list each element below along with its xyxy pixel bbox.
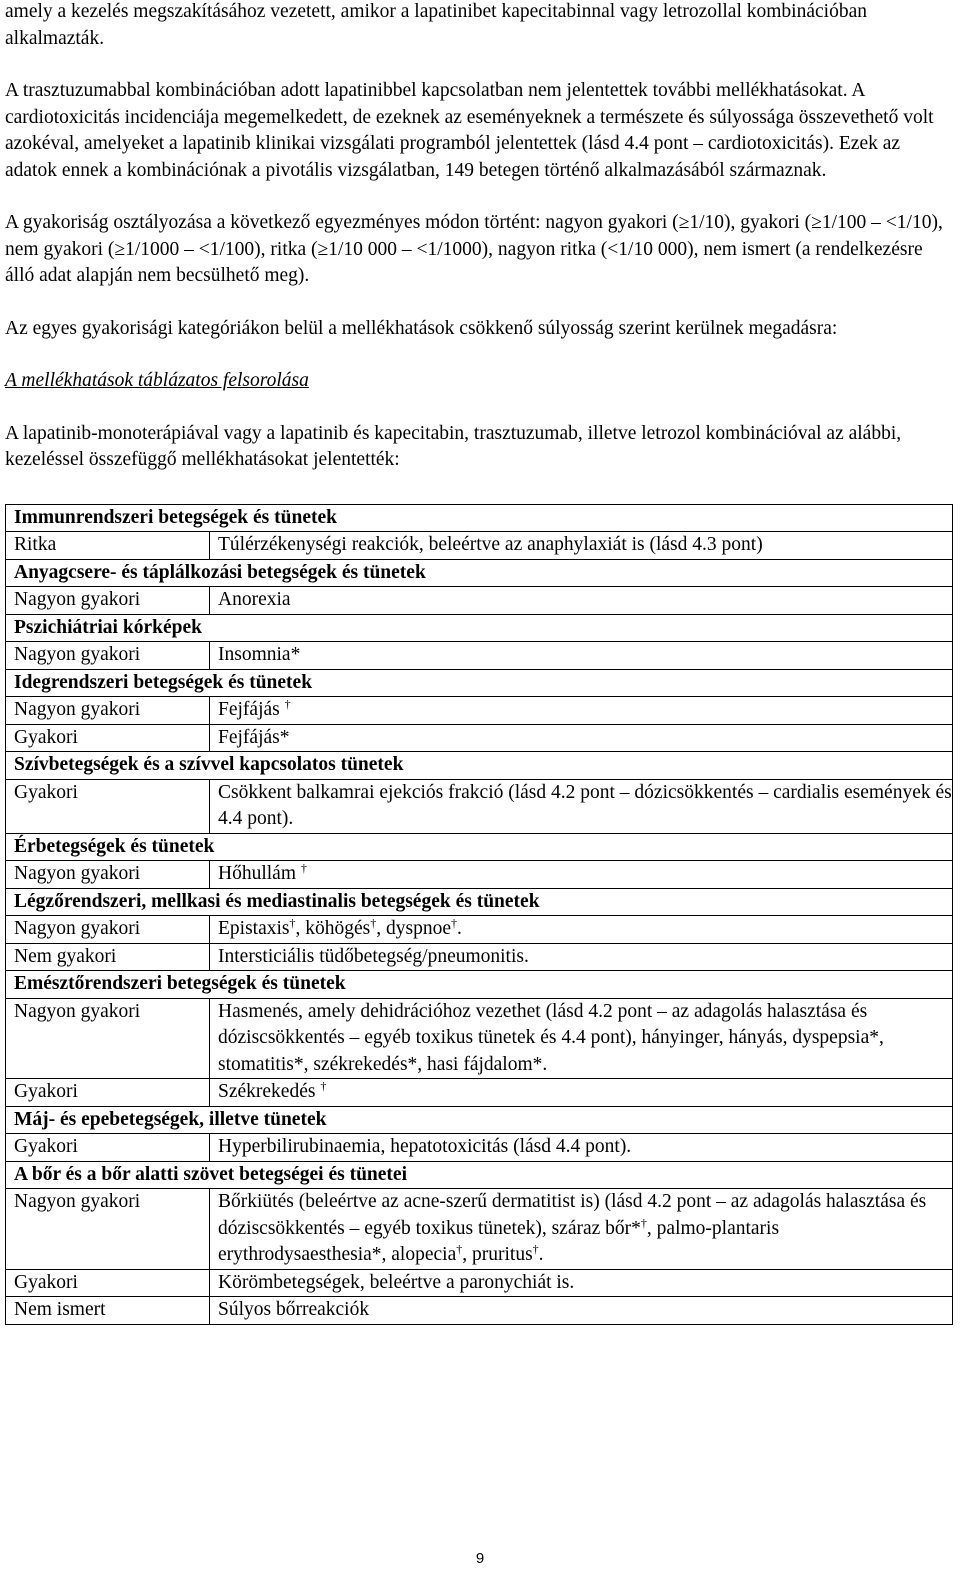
soc-heading: Érbetegségek és tünetek: [6, 833, 953, 861]
frequency-cell: Gyakori: [6, 1079, 210, 1107]
table-row: [6, 1297, 953, 1325]
reaction-text: , pruritus: [462, 1244, 533, 1265]
dagger-mark: †: [532, 1242, 539, 1256]
table-row: [6, 1161, 953, 1189]
frequency-cell: Gyakori: [6, 1134, 210, 1162]
soc-heading: Légzőrendszeri, mellkasi és mediastinalis betegségek és tünetek: [6, 888, 953, 916]
reaction-text: .: [538, 1244, 544, 1265]
paragraph-1: amely a kezelés megszakításához vezetett, amikor a lapatinibet kapecitabinnal vagy letrozollal kombinációban alkalmazták.: [5, 1, 867, 49]
soc-heading: Idegrendszeri betegségek és tünetek: [6, 669, 953, 697]
dagger-mark: †: [456, 1242, 463, 1256]
table-row: [6, 752, 953, 780]
soc-heading: Anyagcsere- és táplálkozási betegségek és tünetek: [6, 559, 953, 587]
reaction-text: Hőhullám: [218, 863, 296, 884]
reaction-cell: [210, 916, 953, 944]
paragraph-2: A trasztuzumabbal kombinációban adott lapatinibbel kapcsolatban nem jelentettek további mellékhatásokat. A cardiotoxicitás incidenciája megemelkedett, de ezeknek az eseményeknek a természete és súlyossága összevethető volt azokéval, amelyeket a lapatinib klinikai vizsgálati programból jelentettek (lásd 4.4 pont – cardiotoxicitás). Ezek az adatok ennek a kombinációnak a pivotális vizsgálatban, 149 betegen történő alkalmazásából származnak.: [5, 80, 934, 181]
dagger-mark: †: [320, 1079, 327, 1093]
table-row: [6, 1189, 953, 1270]
table-row: [6, 724, 953, 752]
table-row: [6, 1106, 953, 1134]
table-row: [6, 697, 953, 725]
soc-heading: Immunrendszeri betegségek és tünetek: [6, 504, 953, 532]
paragraph-4: Az egyes gyakorisági kategóriákon belül a mellékhatások csökkenő súlyosság szerint kerülnek megadásra:: [5, 317, 838, 339]
reaction-text: Székrekedés: [218, 1081, 316, 1102]
table-row: [6, 614, 953, 642]
table-row: [6, 1079, 953, 1107]
table-row: [6, 642, 953, 670]
reaction-cell: Túlérzékenységi reakciók, beleértve az anaphylaxiát is (lásd 4.3 pont): [210, 532, 953, 560]
reaction-text: .: [457, 918, 462, 939]
table-row: [6, 943, 953, 971]
reaction-text: , dyspnoe: [376, 918, 451, 939]
frequency-cell: Nagyon gyakori: [6, 861, 210, 889]
frequency-cell: Nagyon gyakori: [6, 642, 210, 670]
frequency-cell: Nagyon gyakori: [6, 697, 210, 725]
reaction-cell: [210, 1189, 953, 1270]
reaction-text: Fejfájás: [218, 699, 280, 720]
reaction-cell: Anorexia: [210, 587, 953, 615]
reaction-cell: Hyperbilirubinaemia, hepatotoxicitás (lásd 4.4 pont).: [210, 1134, 953, 1162]
reaction-cell: [210, 1079, 953, 1107]
table-row: [6, 504, 953, 532]
table-row: [6, 1134, 953, 1162]
frequency-cell: Gyakori: [6, 724, 210, 752]
page-number: 9: [475, 1550, 485, 1567]
reaction-cell: Fejfájás*: [210, 724, 953, 752]
table-row: [6, 998, 953, 1079]
reaction-cell: [210, 697, 953, 725]
dagger-mark: †: [284, 697, 291, 711]
soc-heading: Máj- és epebetegségek, illetve tünetek: [6, 1106, 953, 1134]
frequency-cell: Nem ismert: [6, 1297, 210, 1325]
dagger-mark: †: [640, 1215, 647, 1230]
dagger-mark: †: [451, 916, 457, 930]
table-row: [6, 669, 953, 697]
table-row: [6, 833, 953, 861]
frequency-cell: Gyakori: [6, 779, 210, 833]
frequency-cell: Nem gyakori: [6, 943, 210, 971]
table-row: [6, 779, 953, 833]
frequency-cell: Nagyon gyakori: [6, 998, 210, 1079]
reaction-text: , köhögés: [295, 918, 371, 939]
frequency-cell: Ritka: [6, 532, 210, 560]
document-page: [5, 0, 953, 1325]
adverse-reactions-table: [5, 504, 953, 1325]
reaction-text: Bőrkiütés (beleértve az acne-szerű dermatitist is) (lásd 4.2 pont – az adagolás halasztása és dóziscsökkentés – egyéb toxikus tünetek), száraz bőr*: [218, 1191, 927, 1239]
paragraph-3: A gyakoriság osztályozása a következő egyezményes módon történt: nagyon gyakori (≥1/10), gyakori (≥1/100 – <1/10), nem gyakori (≥1/1000 – <1/100), ritka (≥1/10 000 – <1/1000), nagyon ritka (<1/10 000), nem ismert (a rendelkezésre álló adat alapján nem becsülhető meg).: [5, 212, 943, 286]
reaction-cell: Körömbetegségek, beleértve a paronychiát is.: [210, 1269, 953, 1297]
dagger-mark: †: [370, 916, 377, 930]
table-row: [6, 916, 953, 944]
table-row: [6, 888, 953, 916]
reaction-text: , palmo-plantaris erythrodysaesthesia*, alopecia: [218, 1217, 780, 1265]
reaction-cell: Intersticiális tüdőbetegség/pneumonitis.: [210, 943, 953, 971]
reaction-cell: Csökkent balkamrai ejekciós frakció (lásd 4.2 pont – dózicsökkentés – cardialis események és 4.4 pont).: [210, 779, 953, 833]
dagger-mark: †: [289, 916, 296, 930]
soc-heading: Emésztőrendszeri betegségek és tünetek: [6, 971, 953, 999]
reaction-cell: Hasmenés, amely dehidrációhoz vezethet (lásd 4.2 pont – az adagolás halasztása és dóziscsökkentés – egyéb toxikus tünetek és 4.4 pont), hányinger, hányás, dyspepsia*, stomatitis*, székrekedés*, hasi fájdalom*.: [210, 998, 953, 1079]
frequency-cell: Gyakori: [6, 1269, 210, 1297]
section-heading: A mellékhatások táblázatos felsorolása: [5, 370, 309, 391]
table-row: [6, 1269, 953, 1297]
frequency-cell: Nagyon gyakori: [6, 916, 210, 944]
frequency-cell: Nagyon gyakori: [6, 587, 210, 615]
soc-heading: A bőr és a bőr alatti szövet betegségei és tünetei: [6, 1161, 953, 1189]
reaction-text: Epistaxis: [218, 918, 290, 939]
reaction-cell: Súlyos bőrreakciók: [210, 1297, 953, 1325]
table-row: [6, 861, 953, 889]
reaction-cell: [210, 861, 953, 889]
dagger-mark: †: [300, 861, 307, 875]
paragraph-5: A lapatinib-monoterápiával vagy a lapatinib és kapecitabin, trasztuzumab, illetve letrozol kombinációval az alábbi, kezeléssel összefüggő mellékhatásokat jelentették:: [5, 422, 902, 470]
frequency-cell: Nagyon gyakori: [6, 1189, 210, 1270]
reaction-cell: Insomnia*: [210, 642, 953, 670]
soc-heading: Szívbetegségek és a szívvel kapcsolatos tünetek: [6, 752, 953, 780]
table-row: [6, 971, 953, 999]
table-row: [6, 532, 953, 560]
soc-heading: Pszichiátriai kórképek: [6, 614, 953, 642]
table-row: [6, 587, 953, 615]
table-row: [6, 559, 953, 587]
